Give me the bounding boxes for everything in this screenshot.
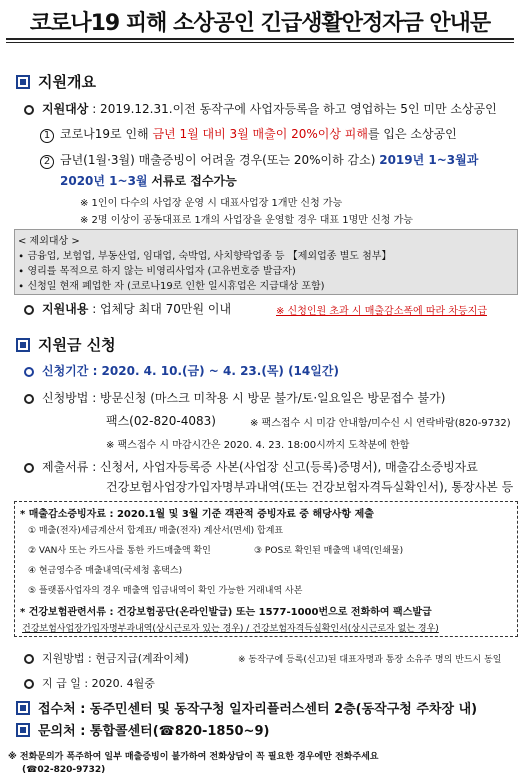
proof-item-1: ① 매출(전자)세금계산서 합계표/ 매출(전자) 계산서(면세) 합계표 [28,526,284,536]
period-row: 신청기간 : 2020. 4. 10.(금) ~ 4. 23.(목) (14일간) [24,362,339,379]
section-overview-heading: 지원개요 [16,71,96,92]
section-box-icon [16,701,30,715]
footer-note: ※ 전화문의가 폭주하여 일부 매출증빙이 불가하여 전화상담이 꼭 필요한 경우에만 전화주세요 [8,752,379,762]
ring-bullet-icon [24,394,34,404]
docs-row: 제출서류 : 신청서, 사업자등록증 사본(사업장 신고(등록)증명서), 매출감소증빙자료 [24,458,478,475]
section-box-icon [16,75,30,89]
target-row: 지원대상 : 2019.12.31.이전 동작구에 사업자등록을 하고 영업하는 5인 미만 소상공인 [24,100,497,117]
section-box-icon [16,723,30,737]
condition-2: 2 금년(1월·3월) 매출증빙이 어려울 경우(또는 20%이하 감소) 2019년 1~3월과 [40,151,478,169]
ring-bullet-icon [24,367,34,377]
reception-row: 접수처 : 동주민센터 및 동작구청 일자리플러스센터 2층(동작구청 주차장 내) [16,698,477,717]
proof-title: * 매출감소증빙자료 : 2020.1월 및 3월 기준 객관적 증빙자료 중 해당사항 제출 [20,509,374,520]
exclusion-title: < 제외대상 > [18,236,80,247]
note-2: ※ 2명 이상이 공동대표로 1개의 사업장을 운영할 경우 대표 1명만 신청 가능 [80,215,413,226]
payment-note: ※ 동작구에 등록(신고)된 대표자명과 통장 소유주 명의 반드시 동일 [238,655,502,665]
section-apply-heading: 지원금 신청 [16,334,116,355]
payment-row: 지원방법 : 현금지급(계좌이체) [24,650,189,666]
payment-date-row: 지 급 일 : 2020. 4월중 [24,675,155,691]
ring-bullet-icon [24,305,34,315]
insurance-title: * 건강보험관련서류 : 건강보험공단(온라인발급) 또는 1577-1000번으로 전화하여 팩스발급 [20,607,432,618]
support-note: ※ 신청인원 초과 시 매출감소폭에 따라 차등지급 [276,306,487,317]
inquiry-row: 문의처 : 통합콜센터(☎820-1850~9) [16,720,269,739]
ring-bullet-icon [24,679,34,689]
insurance-text: 건강보험사업장가입자명부과내역(상시근로자 있는 경우) / 건강보험자격득실확인서(상시근로자 없는 경우) [22,624,439,634]
footer-phone: (☎02-820-9732) [22,765,106,775]
docs-row-cont: 건강보험사업장가입자명부과내역(또는 건강보험자격득실확인서), 통장사본 등 [106,480,514,494]
fax-number: 팩스(02-820-4083) [106,414,216,428]
section-box-icon [16,338,30,352]
ring-bullet-icon [24,654,34,664]
exclusion-item-2: ∙ 영리를 목적으로 하지 않는 비영리사업자 (고유번호증 발급자) [18,266,296,277]
fax-note: ※ 팩스접수 시 미감 안내함/미수신 시 연락바람(820-9732) [250,418,511,429]
support-row: 지원내용 : 업체당 최대 70만원 이내 [24,300,231,317]
method-row: 신청방법 : 방문신청 (마스크 미착용 시 방문 불가/토·일요일은 방문접수 불가) [24,389,445,406]
proof-item-2: ② VAN사 또는 카드사를 통한 카드매출액 확인 [28,546,211,556]
note-1: ※ 1인이 다수의 사업장 운영 시 대표사업장 1개만 신청 가능 [80,198,343,209]
exclusion-item-1: ∙ 금융업, 보험업, 부동산업, 임대업, 숙박업, 사치향락업종 등 【제외업종 별도 첨부】 [18,251,392,262]
exclusion-item-3: ∙ 신청일 현재 폐업한 자 (코로나19로 인한 일시휴업은 지급대상 포함) [18,281,325,292]
proof-item-5: ⑤ 플랫폼사업자의 경우 매출액 입금내역이 확인 가능한 거래내역 사본 [28,586,303,596]
page-title: 코로나19 피해 소상공인 긴급생활안정자금 안내문 [29,11,491,36]
proof-item-4: ④ 현금영수증 매출내역(국세청 홈택스) [28,566,183,576]
ring-bullet-icon [24,105,34,115]
ring-bullet-icon [24,463,34,473]
title-divider-bottom [6,42,514,43]
title-divider-top [6,38,514,40]
fax-deadline: ※ 팩스접수 시 마감시간은 2020. 4. 23. 18:00시까지 도착분에 한함 [106,440,410,451]
condition-1: 1 코로나19로 인해 금년 1월 대비 3월 매출이 20%이상 피해를 입은 소상공인 [40,125,457,143]
proof-item-3: ③ POS로 확인된 매출액 내역(인쇄물) [254,546,404,556]
condition-2-cont: 2020년 1~3월 서류로 접수가능 [60,174,237,188]
